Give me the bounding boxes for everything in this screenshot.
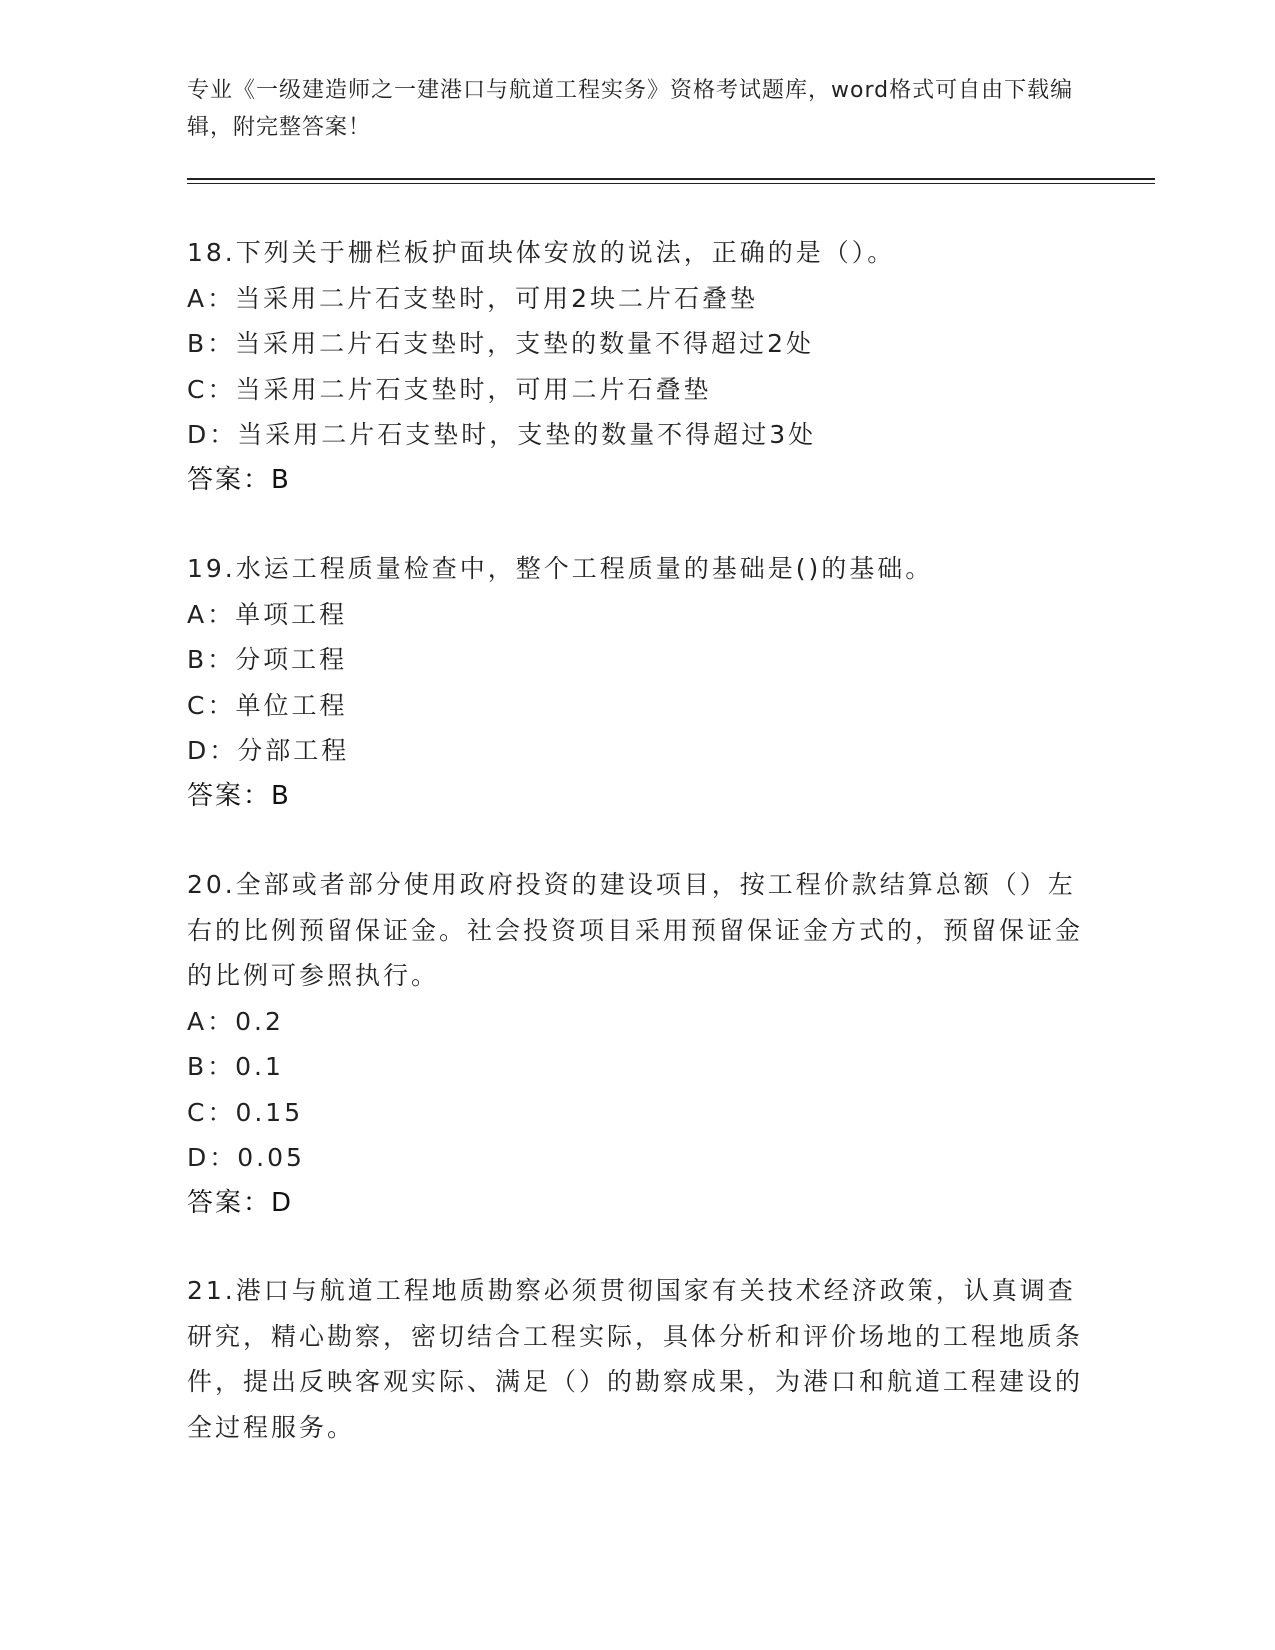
option-c: C：单位工程	[187, 690, 348, 720]
answer-value: D	[271, 1187, 293, 1218]
question-21	[187, 1268, 1087, 1450]
answer-label: 答案：	[187, 464, 272, 495]
question-stem: 20.全部或者部分使用政府投资的建设项目，按工程价款结算总额（）左右的比例预留保证金。社会投资项目采用预留保证金方式的，预留保证金的比例可参照执行。	[187, 870, 1084, 990]
option-b: B：当采用二片石支垫时，支垫的数量不得超过2处	[187, 329, 815, 358]
answer-label: 答案：	[187, 1187, 272, 1218]
answer-value: B	[271, 780, 290, 811]
option-d: D：分部工程	[187, 736, 350, 765]
question-19	[187, 546, 1087, 819]
question-stem: 18.下列关于栅栏板护面块体安放的说法，正确的是（）。	[187, 238, 896, 267]
option-a: A：当采用二片石支垫时，可用2块二片石叠垫	[187, 283, 759, 313]
document-header: 专业《一级建造师之一建港口与航道工程实务》资格考试题库，word格式可自由下载编辑，附完整答案！	[187, 78, 1074, 140]
answer-line	[187, 774, 1087, 820]
option-c: C：当采用二片石支垫时，可用二片石叠垫	[187, 374, 712, 404]
option-d: D：0.05	[187, 1143, 305, 1172]
answer-label: 答案：	[187, 780, 272, 811]
question-stem: 21.港口与航道工程地质勘察必须贯彻国家有关技术经济政策，认真调查研究，精心勘察，密切结合工程实际，具体分析和评价场地的工程地质条件，提出反映客观实际、满足（）的勘察成果，为港口和航道工程建设的全过程服务。	[187, 1276, 1084, 1442]
header-divider-thin	[187, 183, 1155, 184]
answer-value: B	[271, 464, 290, 495]
option-d: D：当采用二片石支垫时，支垫的数量不得超过3处	[187, 420, 817, 449]
question-18	[187, 230, 1087, 503]
option-a: A：单项工程	[187, 599, 348, 629]
answer-line	[187, 458, 1087, 504]
question-stem: 19.水运工程质量检查中，整个工程质量的基础是()的基础。	[187, 554, 934, 583]
option-c: C：0.15	[187, 1097, 304, 1127]
option-a: A：0.2	[187, 1006, 284, 1036]
answer-line	[187, 1181, 1087, 1227]
question-20	[187, 862, 1087, 1226]
header-divider	[187, 178, 1155, 180]
option-b: B：分项工程	[187, 645, 348, 674]
option-b: B：0.1	[187, 1052, 284, 1081]
